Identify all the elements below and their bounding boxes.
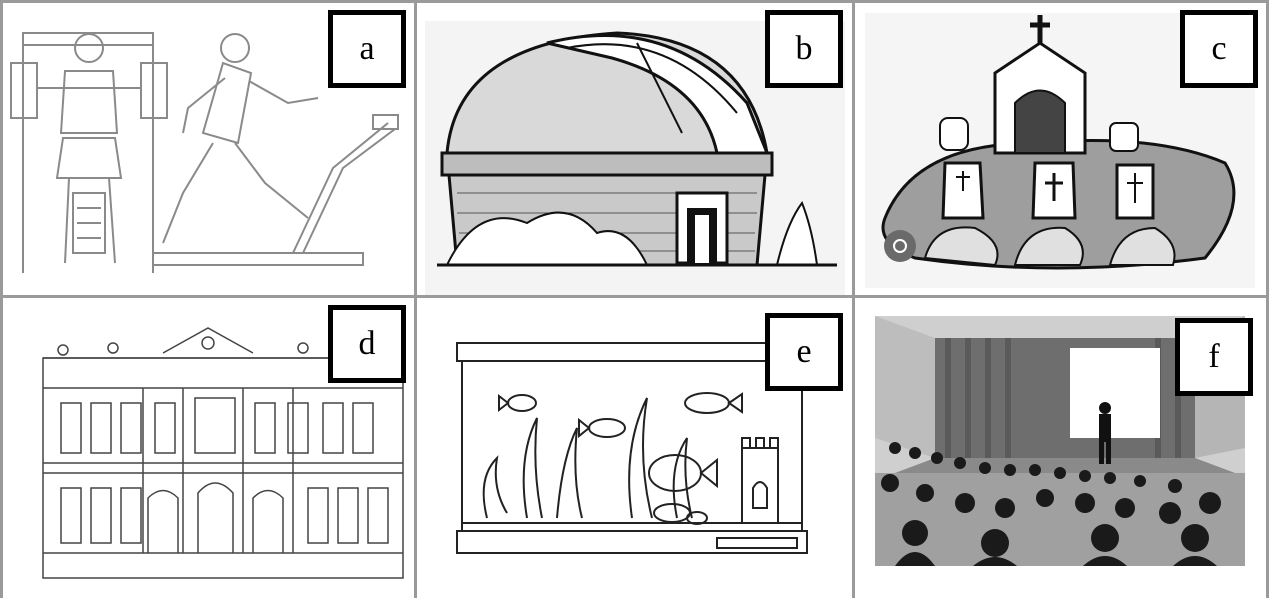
panel-d	[3, 298, 414, 598]
panel-label-e	[765, 313, 843, 391]
panel-label-a	[328, 10, 406, 88]
panel-label-b	[765, 10, 843, 88]
panel-f	[855, 298, 1266, 598]
panel-label-text: b	[795, 30, 813, 67]
panel-c	[855, 3, 1266, 295]
panel-e	[417, 298, 852, 598]
panel-label-text: d	[358, 325, 376, 362]
panel-label-text: c	[1211, 30, 1227, 67]
panel-label-text: f	[1208, 338, 1220, 375]
panel-label-f	[1175, 318, 1253, 396]
panel-label-text: a	[359, 30, 375, 67]
panel-label-text: e	[796, 333, 812, 370]
panel-a	[3, 3, 414, 295]
panel-label-d	[328, 305, 406, 383]
panel-b	[417, 3, 852, 295]
panel-label-c	[1180, 10, 1258, 88]
